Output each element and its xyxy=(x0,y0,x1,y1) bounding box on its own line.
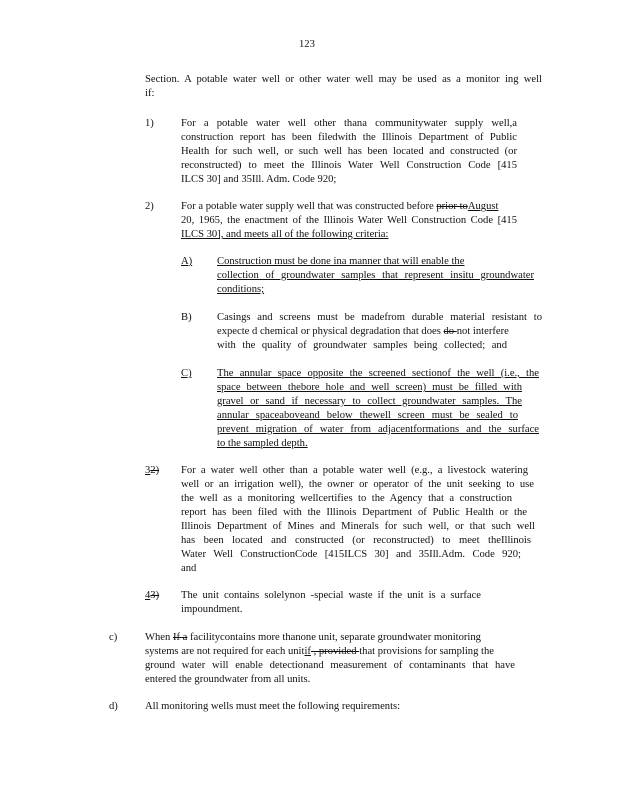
item-4-line-2: impoundment. xyxy=(181,604,243,615)
item-b-line-2 xyxy=(217,325,509,339)
item-c-line-2: space between thebore hole and well screen) must be filled with xyxy=(217,382,522,393)
item-c-lower-line-1 xyxy=(145,631,481,645)
item-1-line-3: Health for such well, or such well has been located and constructed (or xyxy=(181,146,517,157)
item-c-lower-text-end: facilitycontains more thanone unit, separate groundwater monitoring xyxy=(187,632,481,643)
deleted-text: do xyxy=(443,326,457,337)
item-2-line-1-text: For a potable water supply well that was constructed before xyxy=(181,201,437,212)
item-1-line-5: ILCS 30] and 35Ill. Adm. Code 920; xyxy=(181,174,337,185)
item-3-line-3: the well as a monitoring wellcertifies to the Agency that a construction xyxy=(181,493,512,504)
item-b-line-1: Casings and screens must be madefrom durable material resistant to xyxy=(217,312,542,323)
deleted-text: If a xyxy=(172,632,188,643)
item-c-lower-line-3: ground water will enable detectionand measurement of contaminants that have xyxy=(145,660,515,671)
item-c-line-4: annular spaceaboveand below thewell screen must be sealed to xyxy=(217,410,518,421)
item-a-line-1: Construction must be done ina manner that will enable the xyxy=(217,256,465,267)
item-b-line-3: with the quality of groundwater samples being collected; and xyxy=(217,340,507,351)
item-c-lower-line-2 xyxy=(145,645,494,659)
deleted-text: 3) xyxy=(150,590,160,601)
item-2-line-1 xyxy=(181,200,498,214)
deleted-text: , provided xyxy=(310,646,360,657)
inserted-text: 4 xyxy=(145,590,151,601)
inserted-text: August xyxy=(467,201,499,212)
item-c-line-5: prevent migration of water from adjacentformations and the surface xyxy=(217,424,539,435)
item-3-line-1: For a water well other than a potable water well (e.g., a livestock watering xyxy=(181,465,528,476)
item-c-lower-text-end: that provisions for sampling the xyxy=(359,646,494,657)
item-c-line-1: The annular space opposite the screened sectionof the well (i.e., the xyxy=(217,368,539,379)
item-4-marker xyxy=(145,589,159,603)
item-3-marker xyxy=(145,464,159,478)
item-b-line-2-text: expecte d chemical or physical degradation that does xyxy=(217,326,444,337)
item-3-line-2: well or an irrigation well), the owner or operator of the unit seeking to use xyxy=(181,479,534,490)
item-a-line-3: conditions; xyxy=(217,284,265,295)
item-c-lower-text: When xyxy=(145,632,173,643)
intro-line-1: Section. A potable water well or other water well may be used as a monitor ing well xyxy=(145,74,542,85)
item-a-line-2: collection of groundwater samples that represent insitu groundwater xyxy=(217,270,534,281)
intro-line-2: if: xyxy=(145,88,155,99)
item-a-marker: A) xyxy=(181,256,193,267)
item-c-lower-text: systems are not required for each unit xyxy=(145,646,305,657)
item-c-line-6: to the sampled depth. xyxy=(217,438,308,449)
page-number: 123 xyxy=(299,39,315,50)
item-1-marker: 1) xyxy=(145,118,154,129)
item-2-marker: 2) xyxy=(145,201,154,212)
item-b-marker: B) xyxy=(181,312,192,323)
deleted-text: 2) xyxy=(150,465,160,476)
item-3-line-6: has been located and constructed (or reconstructed) to meet theIllinois xyxy=(181,535,531,546)
item-c-marker: C) xyxy=(181,368,192,379)
inserted-text: 3 xyxy=(145,465,151,476)
item-3-line-5: Illinois Department of Mines and Minerals for such well, or that such well xyxy=(181,521,535,532)
item-c-line-3: gravel or sand if necessary to collect groundwater samples. The xyxy=(217,396,522,407)
item-4-line-1: The unit contains solelynon -special waste if the unit is a surface xyxy=(181,590,481,601)
item-2-line-3: ILCS 30], and meets all of the following criteria: xyxy=(181,229,389,240)
item-1-line-2: construction report has been filedwith the Illinois Department of Public xyxy=(181,132,517,143)
inserted-text: if xyxy=(304,646,311,657)
deleted-text: prior to xyxy=(436,201,468,212)
item-c-lower-marker: c) xyxy=(109,632,118,643)
item-c-lower-line-4: entered the groundwater from all units. xyxy=(145,674,311,685)
item-3-line-7: Water Well ConstructionCode [415ILCS 30] and 35Ill.Adm. Code 920; xyxy=(181,549,521,560)
item-3-line-4: report has been filed with the Illinois Department of Public Health or the xyxy=(181,507,527,518)
item-3-line-8: and xyxy=(181,563,197,574)
item-d-line-1: All monitoring wells must meet the following requirements: xyxy=(145,701,401,712)
item-d-marker: d) xyxy=(109,701,118,712)
item-1-line-1: For a potable water well other thana communitywater supply well,a xyxy=(181,118,517,129)
item-b-line-2-text-end: not interfere xyxy=(456,326,509,337)
item-2-line-2: 20, 1965, the enactment of the Illinois Water Well Construction Code [415 xyxy=(181,215,517,226)
item-1-line-4: reconstructed) to meet the Illinois Water Well Construction Code [415 xyxy=(181,160,517,171)
